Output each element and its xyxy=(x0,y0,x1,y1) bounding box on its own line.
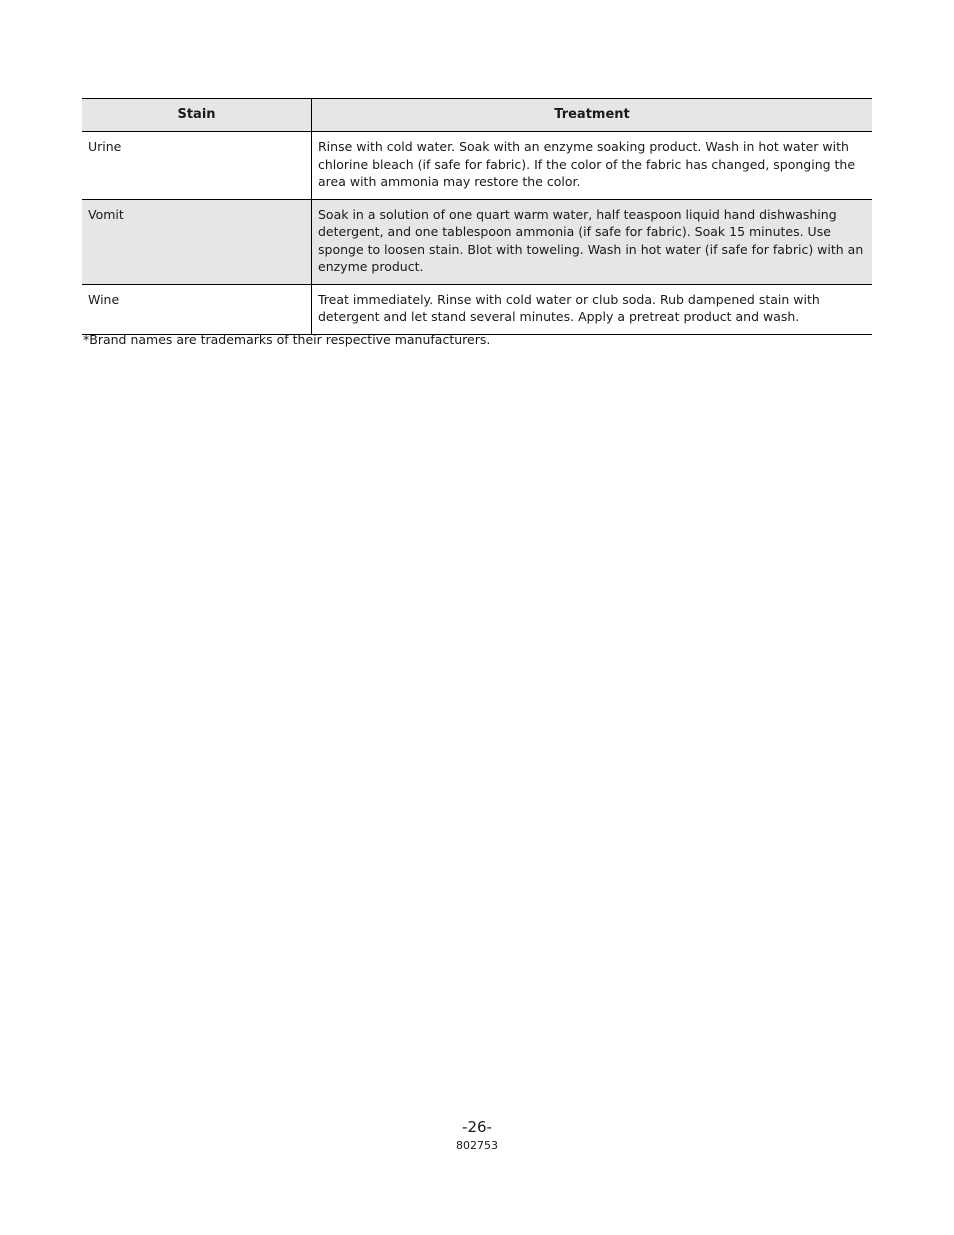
stain-cell: Urine xyxy=(82,132,312,200)
stain-treatment-table xyxy=(82,98,872,335)
stain-cell: Wine xyxy=(82,284,312,334)
stain-column-header: Stain xyxy=(82,99,312,132)
treatment-cell: Treat immediately. Rinse with cold water or club soda. Rub dampened stain with detergent and let stand several minutes. Apply a pretreat product and wash. xyxy=(312,284,873,334)
table-row xyxy=(82,132,872,200)
treatment-cell: Rinse with cold water. Soak with an enzyme soaking product. Wash in hot water with chlorine bleach (if safe for fabric). If the color of the fabric has changed, sponging the area with ammonia may restore the color. xyxy=(312,132,873,200)
treatment-cell: Soak in a solution of one quart warm water, half teaspoon liquid hand dishwashing detergent, and one tablespoon ammonia (if safe for fabric). Soak 15 minutes. Use sponge to loosen stain. Blot with toweling. Wash in hot water (if safe for fabric) with an enzyme product. xyxy=(312,199,873,284)
table-row xyxy=(82,199,872,284)
table-header-row xyxy=(82,99,872,132)
table-row xyxy=(82,284,872,334)
document-number: 802753 xyxy=(456,1139,498,1152)
trademark-footnote: *Brand names are trademarks of their respective manufacturers. xyxy=(83,332,491,347)
page-number: -26- xyxy=(462,1118,492,1136)
stain-cell: Vomit xyxy=(82,199,312,284)
treatment-column-header: Treatment xyxy=(312,99,873,132)
